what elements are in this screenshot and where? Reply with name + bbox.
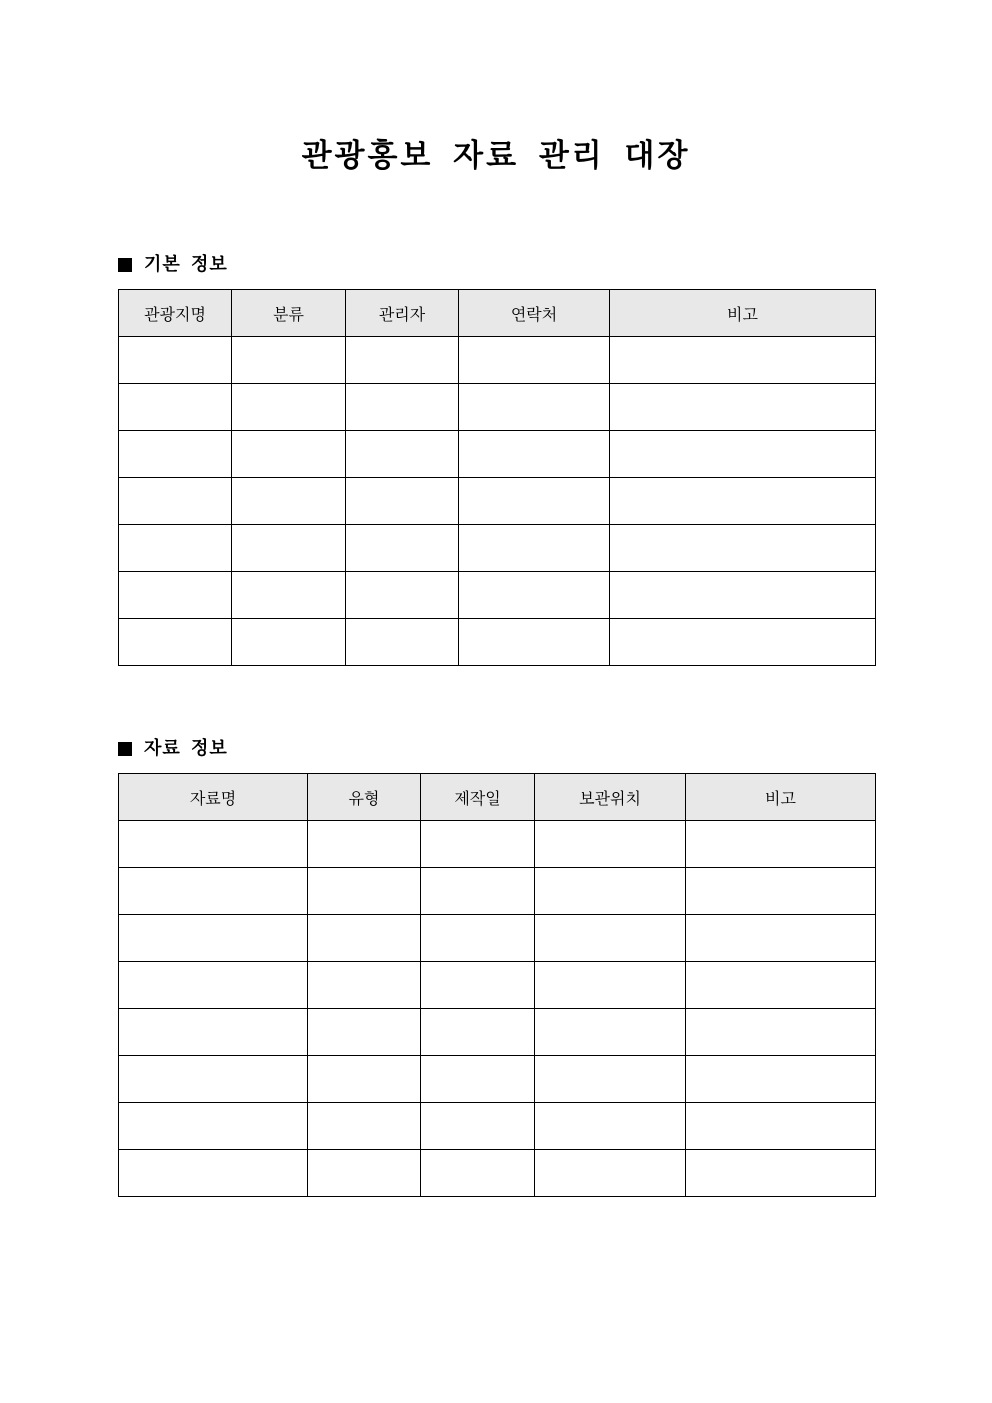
table-cell[interactable] xyxy=(119,1056,308,1103)
table-cell[interactable] xyxy=(610,384,876,431)
table-cell[interactable] xyxy=(119,525,232,572)
table-cell[interactable] xyxy=(459,572,610,619)
table-cell[interactable] xyxy=(232,337,346,384)
table-row xyxy=(119,478,876,525)
table-cell[interactable] xyxy=(308,821,421,868)
table-cell[interactable] xyxy=(308,1009,421,1056)
table-row xyxy=(119,384,876,431)
table-cell[interactable] xyxy=(308,1056,421,1103)
table-cell[interactable] xyxy=(535,868,686,915)
table-header-row xyxy=(119,774,876,821)
table-cell[interactable] xyxy=(308,915,421,962)
square-bullet-icon xyxy=(118,742,132,756)
table-row xyxy=(119,1056,876,1103)
column-header-manager: 관리자 xyxy=(346,290,459,337)
column-header-storage-location: 보관위치 xyxy=(535,774,686,821)
table-row xyxy=(119,619,876,666)
table-row xyxy=(119,1150,876,1197)
table-cell[interactable] xyxy=(686,1103,876,1150)
table-row xyxy=(119,915,876,962)
column-header-site-name: 관광지명 xyxy=(119,290,232,337)
table-cell[interactable] xyxy=(346,431,459,478)
section-heading-text: 자료 정보 xyxy=(144,738,228,759)
table-cell[interactable] xyxy=(535,915,686,962)
table-cell[interactable] xyxy=(346,525,459,572)
table-cell[interactable] xyxy=(686,962,876,1009)
table-row xyxy=(119,431,876,478)
table-cell[interactable] xyxy=(232,478,346,525)
table-cell[interactable] xyxy=(610,572,876,619)
material-info-table xyxy=(118,773,876,1197)
table-cell[interactable] xyxy=(119,821,308,868)
column-header-production-date: 제작일 xyxy=(421,774,535,821)
table-cell[interactable] xyxy=(421,1103,535,1150)
table-cell[interactable] xyxy=(119,478,232,525)
table-cell[interactable] xyxy=(535,1150,686,1197)
table-cell[interactable] xyxy=(421,1056,535,1103)
table-cell[interactable] xyxy=(346,572,459,619)
table-cell[interactable] xyxy=(459,525,610,572)
table-cell[interactable] xyxy=(119,1150,308,1197)
table-cell[interactable] xyxy=(459,431,610,478)
section-heading-material-info xyxy=(118,736,228,762)
table-cell[interactable] xyxy=(119,572,232,619)
column-header-category: 분류 xyxy=(232,290,346,337)
table-cell[interactable] xyxy=(421,962,535,1009)
table-cell[interactable] xyxy=(119,1009,308,1056)
table-row xyxy=(119,1009,876,1056)
table-cell[interactable] xyxy=(119,868,308,915)
table-cell[interactable] xyxy=(346,478,459,525)
table-cell[interactable] xyxy=(535,1009,686,1056)
table-cell[interactable] xyxy=(459,619,610,666)
table-row xyxy=(119,821,876,868)
section-heading-basic-info xyxy=(118,252,228,278)
column-header-type: 유형 xyxy=(308,774,421,821)
table-cell[interactable] xyxy=(686,1056,876,1103)
table-cell[interactable] xyxy=(308,1103,421,1150)
table-cell[interactable] xyxy=(535,821,686,868)
column-header-material-name: 자료명 xyxy=(119,774,308,821)
table-row xyxy=(119,337,876,384)
column-header-remarks: 비고 xyxy=(610,290,876,337)
table-cell[interactable] xyxy=(119,915,308,962)
table-cell[interactable] xyxy=(232,431,346,478)
table-cell[interactable] xyxy=(535,1056,686,1103)
table-cell[interactable] xyxy=(346,337,459,384)
table-cell[interactable] xyxy=(308,962,421,1009)
table-cell[interactable] xyxy=(119,619,232,666)
table-cell[interactable] xyxy=(346,619,459,666)
material-info-table-body xyxy=(119,821,876,1197)
table-cell[interactable] xyxy=(610,525,876,572)
table-cell[interactable] xyxy=(308,1150,421,1197)
table-row xyxy=(119,1103,876,1150)
table-cell[interactable] xyxy=(686,1009,876,1056)
table-row xyxy=(119,962,876,1009)
section-heading-text: 기본 정보 xyxy=(144,254,228,275)
table-cell[interactable] xyxy=(686,1150,876,1197)
square-bullet-icon xyxy=(118,258,132,272)
table-cell[interactable] xyxy=(686,868,876,915)
table-cell[interactable] xyxy=(459,337,610,384)
table-row xyxy=(119,868,876,915)
table-cell[interactable] xyxy=(421,821,535,868)
table-cell[interactable] xyxy=(346,384,459,431)
column-header-contact: 연락처 xyxy=(459,290,610,337)
document-title: 관광홍보 자료 관리 대장 xyxy=(301,138,691,174)
table-cell[interactable] xyxy=(610,478,876,525)
table-cell[interactable] xyxy=(119,431,232,478)
table-cell[interactable] xyxy=(459,384,610,431)
table-cell[interactable] xyxy=(232,619,346,666)
table-cell[interactable] xyxy=(232,572,346,619)
table-cell[interactable] xyxy=(119,337,232,384)
table-cell[interactable] xyxy=(459,478,610,525)
table-row xyxy=(119,525,876,572)
column-header-remarks: 비고 xyxy=(686,774,876,821)
table-cell[interactable] xyxy=(535,1103,686,1150)
table-cell[interactable] xyxy=(421,868,535,915)
basic-info-table xyxy=(118,289,876,666)
table-cell[interactable] xyxy=(119,962,308,1009)
table-cell[interactable] xyxy=(686,915,876,962)
table-cell[interactable] xyxy=(610,431,876,478)
table-cell[interactable] xyxy=(610,619,876,666)
table-cell[interactable] xyxy=(232,384,346,431)
table-cell[interactable] xyxy=(308,868,421,915)
table-cell[interactable] xyxy=(421,1009,535,1056)
table-cell[interactable] xyxy=(686,821,876,868)
table-cell[interactable] xyxy=(119,384,232,431)
table-cell[interactable] xyxy=(610,337,876,384)
table-row xyxy=(119,572,876,619)
table-cell[interactable] xyxy=(232,525,346,572)
table-cell[interactable] xyxy=(421,1150,535,1197)
table-cell[interactable] xyxy=(119,1103,308,1150)
table-cell[interactable] xyxy=(535,962,686,1009)
table-cell[interactable] xyxy=(421,915,535,962)
basic-info-table-body xyxy=(119,337,876,666)
table-header-row xyxy=(119,290,876,337)
